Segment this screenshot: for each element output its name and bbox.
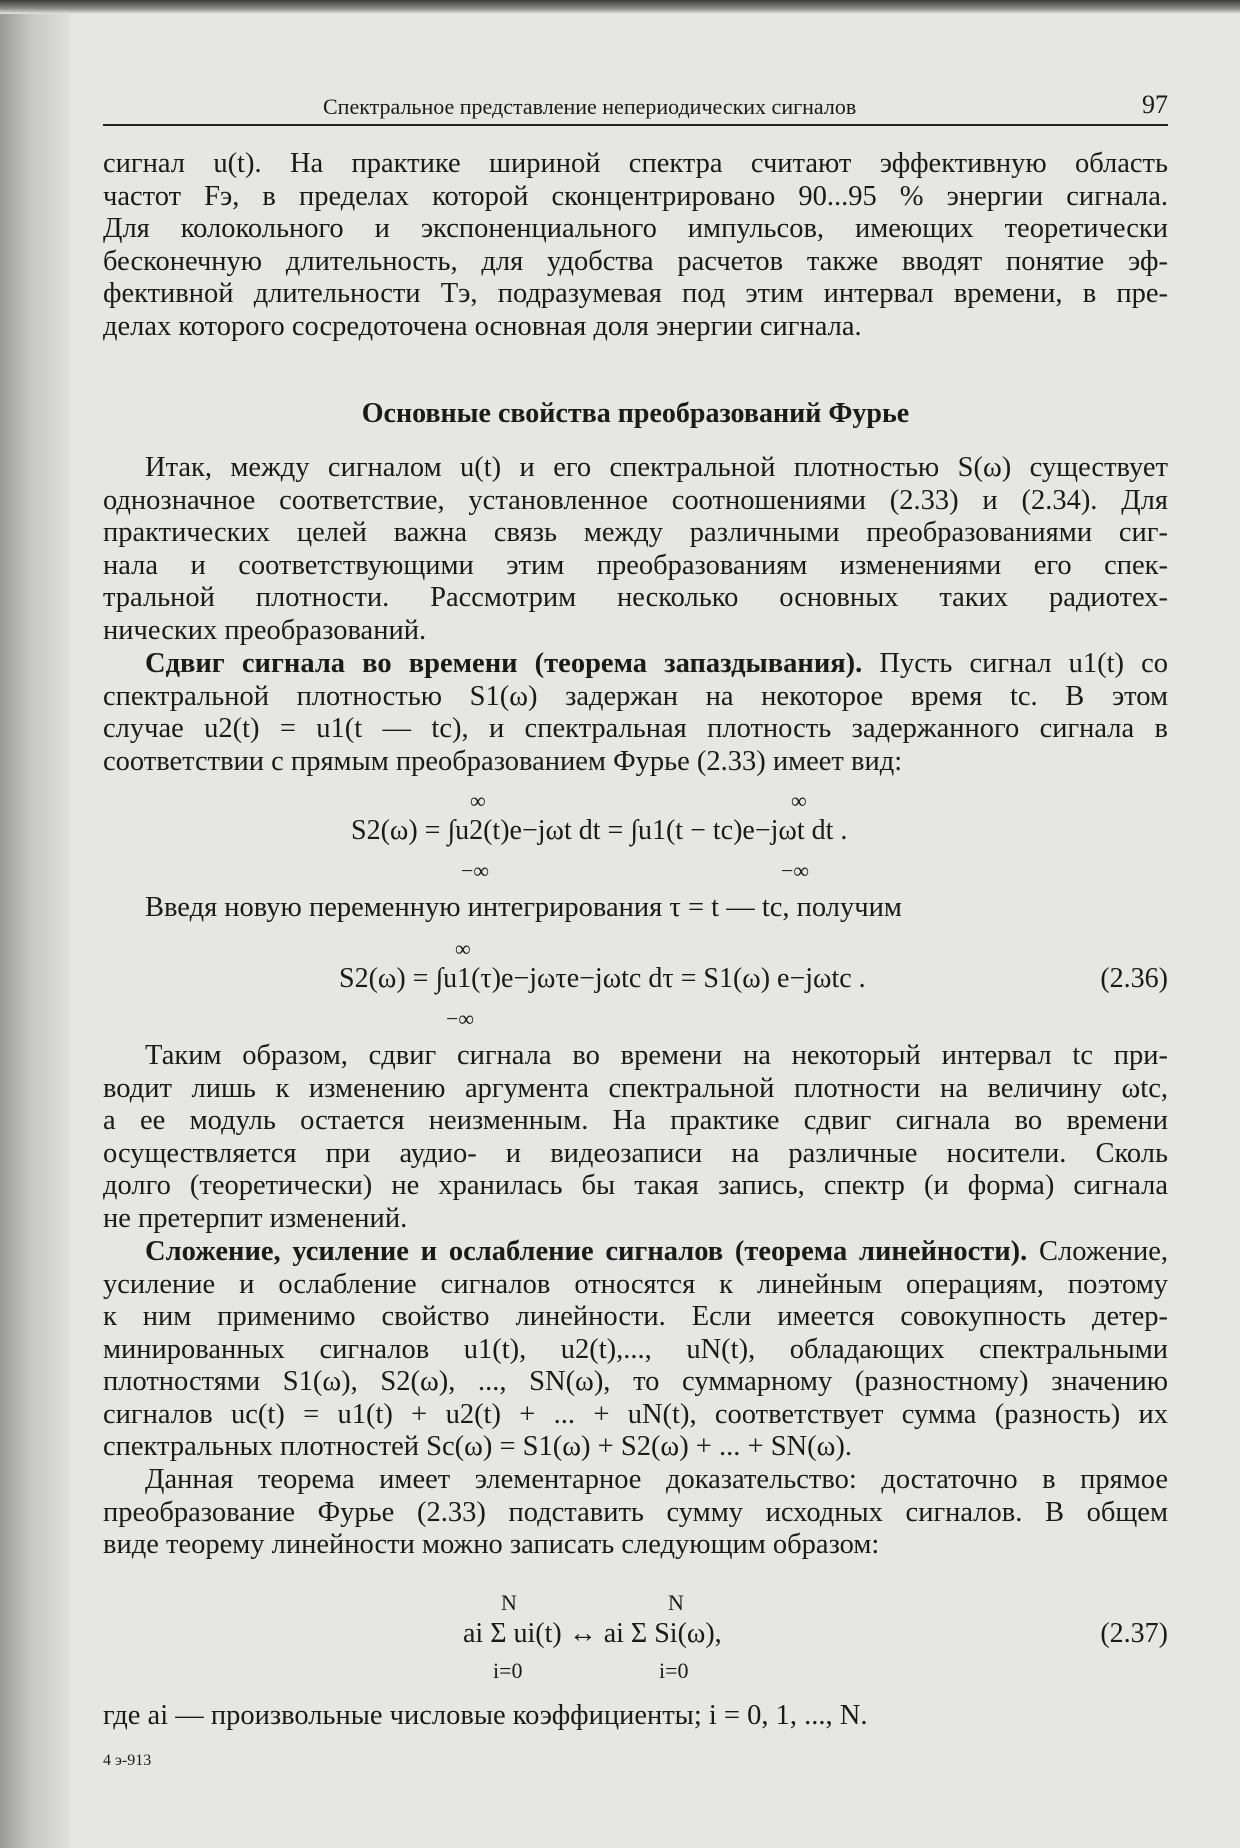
- paragraph-shift-theorem: [103, 648, 1168, 778]
- text-line: долго (теоретически) не хранилась бы такая запись, спектр (и форма) сигнала: [103, 1170, 1168, 1201]
- text-line: преобразование Фурье (2.33) подставить сумму исходных сигналов. В общем: [103, 1496, 1168, 1528]
- equation-number: (2.37): [1100, 1618, 1168, 1649]
- paragraph-5: [103, 1464, 1168, 1562]
- section-heading: Основные свойства преобразований Фурье: [361, 398, 910, 429]
- text-line: Итак, между сигналом u(t) и его спектральной плотностью S(ω) существует: [145, 452, 1168, 483]
- text-line: частот Fэ, в пределах которой сконцентрировано 90...95 % энергии сигнала.: [103, 180, 1168, 212]
- integral-lower-limit: −∞: [781, 858, 810, 883]
- page-number: 97: [1142, 90, 1168, 119]
- text-line: случае u2(t) = u1(t — tc), и спектральная плотность задержанного сигнала в: [103, 713, 1168, 744]
- text-line: не претерпит изменений.: [103, 1202, 408, 1234]
- page-binding-shadow: [0, 0, 70, 1848]
- paragraph-linearity-theorem: [103, 1236, 1168, 1464]
- text-line: где ai — произвольные числовые коэффициенты; i = 0, 1, ..., N.: [103, 1700, 868, 1731]
- formula-2: S2(ω) = ∫u1(τ)e−jωτe−jωtc dτ = S1(ω) e−jωtc .: [339, 963, 866, 994]
- integral-upper-limit: ∞: [470, 788, 486, 813]
- text-line: Пусть сигнал u1(t) со: [862, 648, 1169, 679]
- text-line: нала и соответствующими этим преобразованиям изменениями его спек-: [103, 549, 1168, 581]
- text-line: сигнал u(t). На практике шириной спектра считают эффективную область: [103, 148, 1168, 179]
- printer-signature: 4 э-913: [103, 1752, 152, 1769]
- text-line: виде теорему линейности можно записать следующим образом:: [103, 1529, 880, 1560]
- sum-lower-limit: i=0: [659, 1658, 689, 1683]
- text-line: соответствии с прямым преобразованием Фурье (2.33) имеет вид:: [103, 745, 903, 777]
- linearity-theorem-title: Сложение, усиление и ослабление сигналов (теорема линейности).: [145, 1236, 1028, 1267]
- intro-tau: [103, 892, 1168, 925]
- text-line: спектральных плотностей Sc(ω) = S1(ω) + S2(ω) + ... + SN(ω).: [103, 1431, 853, 1462]
- book-page: [103, 0, 1168, 1848]
- text-line: плотностями S1(ω), S2(ω), ..., SN(ω), то суммарному (разностному) значению: [103, 1366, 1168, 1397]
- text-line: Введя новую переменную интегрирования τ = t — tc, получим: [145, 892, 902, 923]
- running-header: [103, 86, 1168, 126]
- formula-3: ai Σ ui(t) ↔ ai Σ Si(ω),: [463, 1618, 722, 1649]
- text-line: фективной длительности Tэ, подразумевая под этим интервал времени, в пре-: [103, 278, 1168, 309]
- text-line: бесконечную длительность, для удобства расчетов также вводят понятие эф-: [103, 245, 1168, 277]
- integral-upper-limit: ∞: [455, 936, 471, 961]
- text-line: делах которого сосредоточена основная доля энергии сигнала.: [103, 310, 862, 342]
- sum-upper-limit: N: [668, 1590, 684, 1615]
- text-line: а ее модуль остается неизменным. На практике сдвиг сигнала во времени: [103, 1105, 1168, 1136]
- where-line: [103, 1700, 1168, 1733]
- equation-number: (2.36): [1100, 963, 1168, 994]
- text-line: Таким образом, сдвиг сигнала во времени на некоторый интервал tc при-: [145, 1040, 1168, 1071]
- text-line: Данная теорема имеет элементарное доказательство: достаточно в прямое: [145, 1464, 1168, 1495]
- text-line: к ним применимо свойство линейности. Если имеется совокупность детер-: [103, 1301, 1168, 1332]
- text-line: сигналов uc(t) = u1(t) + u2(t) + ... + uN(t), соответствует сумма (разность) их: [103, 1398, 1168, 1430]
- integral-lower-limit: −∞: [461, 858, 490, 883]
- text-line: водит лишь к изменению аргумента спектральной плотности на величину ωtc,: [103, 1072, 1168, 1104]
- text-line: нических преобразований.: [103, 614, 427, 646]
- text-line: спектральной плотностью S1(ω) задержан на некоторое время tc. В этом: [103, 680, 1168, 712]
- paragraph-3: [103, 1040, 1168, 1235]
- sum-lower-limit: i=0: [493, 1658, 523, 1683]
- integral-upper-limit: ∞: [791, 788, 807, 813]
- sum-upper-limit: N: [501, 1590, 517, 1615]
- text-line: усиление и ослабление сигналов относятся к линейным операциям, поэтому: [103, 1268, 1168, 1300]
- text-line: практических целей важна связь между различными преобразованиями сиг-: [103, 517, 1168, 548]
- text-line: минированных сигналов u1(t), u2(t),..., uN(t), обладающих спектральными: [103, 1333, 1168, 1365]
- shift-theorem-title: Сдвиг сигнала во времени (теорема запаздывания).: [145, 648, 863, 679]
- text-line: Сложение,: [1027, 1236, 1168, 1267]
- text-line: однозначное соответствие, установленное соотношениями (2.33) и (2.34). Для: [103, 484, 1168, 516]
- formula-1: S2(ω) = ∫u2(t)e−jωt dt = ∫u1(t − tc)e−jωt dt .: [351, 815, 848, 846]
- paragraph-1: [103, 148, 1168, 343]
- integral-lower-limit: −∞: [446, 1006, 475, 1031]
- header-title: Спектральное представление непериодических сигналов: [323, 94, 857, 119]
- paragraph-2: [103, 452, 1168, 647]
- text-line: Для колокольного и экспоненциального импульсов, имеющих теоретически: [103, 213, 1168, 244]
- text-line: тральной плотности. Рассмотрим несколько основных таких радиотех-: [103, 582, 1168, 613]
- text-line: осуществляется при аудио- и видеозаписи на различные носители. Сколь: [103, 1137, 1168, 1169]
